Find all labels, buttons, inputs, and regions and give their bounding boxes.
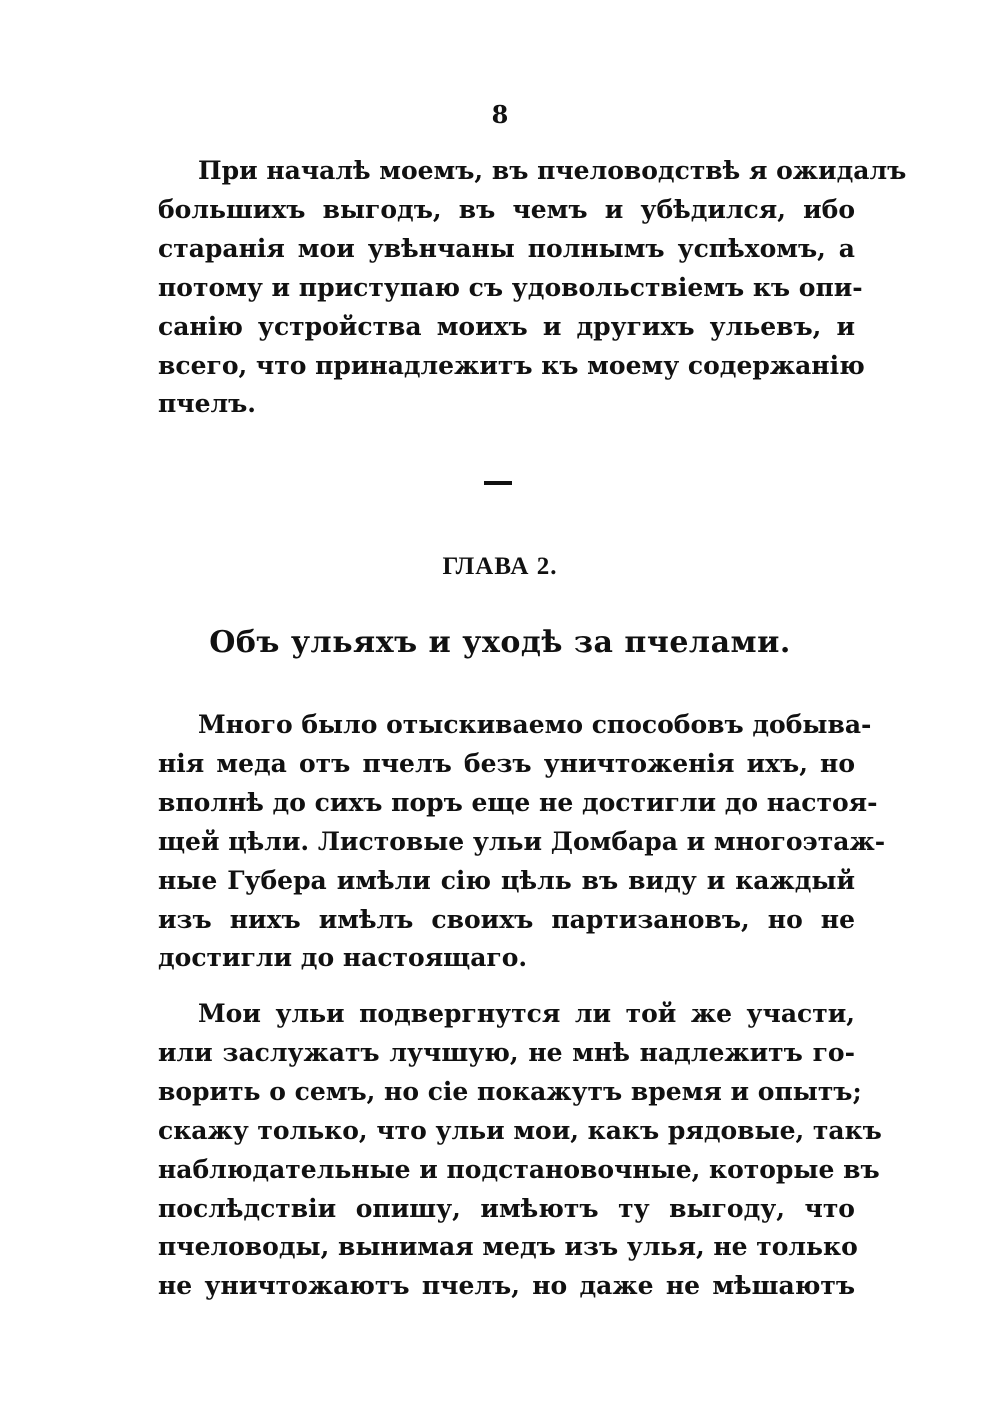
intro-paragraph — [158, 152, 907, 424]
text-line: щей цѣли. Листовые ульи Домбара и многоэтаж- — [158, 826, 886, 856]
text-line: или заслужатъ лучшую, не мнѣ надлежитъ го- — [158, 1037, 855, 1067]
text-line: большихъ выгодъ, въ чемъ и убѣдился, ибо — [158, 194, 855, 224]
page-number: 8 — [491, 100, 509, 129]
text-line: санію устройства моихъ и другихъ ульевъ, и — [158, 311, 855, 341]
text-line: пчеловоды, вынимая медъ изъ улья, не только — [158, 1232, 858, 1262]
text-line: не уничтожаютъ пчелъ, но даже не мѣшаютъ — [158, 1271, 855, 1301]
text-line: При началѣ моемъ, въ пчеловодствѣ я ожидалъ — [198, 156, 907, 185]
chapter-heading: ГЛАВА 2. — [442, 553, 558, 580]
text-line: вполнѣ до сихъ поръ еще не достигли до настоя- — [158, 787, 878, 817]
chapter-paragraph-1 — [158, 706, 886, 978]
text-line: наблюдательные и подстановочные, которые въ — [158, 1154, 880, 1184]
text-line: ворить о семъ, но сіе покажутъ время и опытъ; — [158, 1076, 862, 1106]
text-line: Много было отыскиваемо способовъ добыва- — [198, 710, 872, 739]
chapter-title: Объ ульяхъ и уходѣ за пчелами. — [209, 625, 791, 660]
text-line: Мои ульи подвергнутся ли той же участи, — [198, 999, 855, 1028]
text-line: нія меда отъ пчелъ безъ уничтоженія ихъ, но — [158, 748, 855, 778]
text-line: потому и приступаю съ удовольствіемъ къ опи- — [158, 272, 863, 302]
text-line: пчелъ. — [158, 389, 257, 419]
text-line: послѣдствіи опишу, имѣютъ ту выгоду, что — [158, 1193, 855, 1223]
section-divider — [484, 481, 512, 485]
text-line: всего, что принадлежитъ къ моему содержанію — [158, 350, 865, 380]
text-line: изъ нихъ имѣлъ своихъ партизановъ, но не — [158, 904, 855, 934]
text-line: скажу только, что ульи мои, какъ рядовые, такъ — [158, 1115, 882, 1145]
text-line: достигли до настоящаго. — [158, 943, 528, 973]
text-line: старанія мои увѣнчаны полнымъ успѣхомъ, а — [158, 233, 855, 263]
chapter-paragraph-2 — [158, 995, 882, 1306]
text-line: ные Губера имѣли сію цѣль въ виду и каждый — [158, 865, 855, 895]
